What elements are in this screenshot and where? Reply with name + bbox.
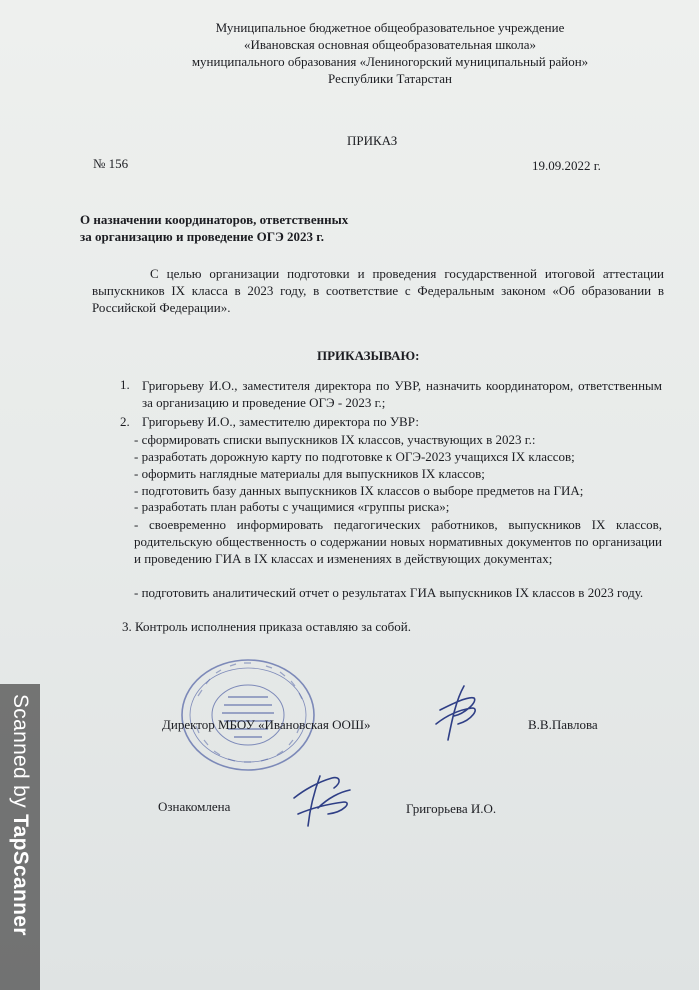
ack-label: Ознакомлена	[158, 799, 231, 814]
item-2-sub-6: - своевременно информировать педагогических работников, выпускников IX классов, родительскую общественность о содержании новых нормативных документов по организации и проведению ГИА в IX классах и изменениях в действующих документах;	[134, 517, 662, 566]
order-word: ПРИКАЗЫВАЮ:	[317, 348, 420, 363]
item-2-sub-4: - подготовить базу данных выпускников IX классов о выборе предметов на ГИА;	[134, 483, 584, 498]
ack-name: Григорьева И.О.	[406, 801, 497, 816]
org-name-line-1: Муниципальное бюджетное общеобразовательное учреждение	[215, 20, 565, 35]
item-2-sub-1: - сформировать списки выпускников IX классов, участвующих в 2023 г.:	[134, 432, 536, 447]
item-2-sub-5: - разработать план работы с учащимися «группы риска»;	[134, 499, 450, 514]
watermark-prefix: Scanned by	[9, 694, 32, 815]
item-2-number: 2.	[120, 414, 130, 429]
item-2-sub-2: - разработать дорожную карту по подготовке к ОГЭ-2023 учащихся IX классов;	[134, 449, 575, 464]
order-date: 19.09.2022 г.	[532, 158, 601, 173]
item-1-number: 1.	[120, 377, 130, 392]
preamble: С целью организации подготовки и проведения государственной итоговой аттестации выпускников IX класса в 2023 году, в соответствие с Федеральным законом «Об образовании в Российской Федерации».	[92, 266, 664, 315]
subject-line-1: О назначении координаторов, ответственных	[80, 212, 349, 227]
official-stamp	[178, 656, 318, 774]
scanner-watermark	[0, 684, 40, 990]
director-name: В.В.Павлова	[528, 717, 598, 732]
stamp-graphic	[178, 656, 318, 774]
org-name-line-2: «Ивановская основная общеобразовательная школа»	[244, 37, 536, 52]
order-number: № 156	[93, 156, 129, 171]
item-2-sub-3: - оформить наглядные материалы для выпускников IX классов;	[134, 466, 485, 481]
subject-line-2: за организацию и проведение ОГЭ 2023 г.	[80, 229, 324, 244]
item-2-sub-7: - подготовить аналитический отчет о результатах ГИА выпускников IX классов в 2023 году.	[134, 585, 644, 600]
order-title: ПРИКАЗ	[347, 133, 398, 148]
director-signature	[428, 680, 488, 746]
org-name-line-3: муниципального образования «Лениногорский муниципальный район»	[191, 54, 589, 69]
item-2-lead: Григорьеву И.О., заместителю директора по УВР:	[142, 414, 420, 429]
watermark-brand: TapScanner	[9, 814, 32, 936]
employee-signature	[284, 768, 360, 830]
item-1-text: Григорьеву И.О., заместителя директора по УВР, назначить координатором, ответственным за организацию и проведение ОГЭ - 2023 г.;	[142, 378, 662, 410]
item-3-text: 3. Контроль исполнения приказа оставляю за собой.	[122, 619, 411, 634]
watermark-text	[8, 694, 32, 936]
org-name-line-4: Республики Татарстан	[328, 71, 452, 86]
director-label: Директор МБОУ «Ивановская ООШ»	[162, 717, 371, 732]
